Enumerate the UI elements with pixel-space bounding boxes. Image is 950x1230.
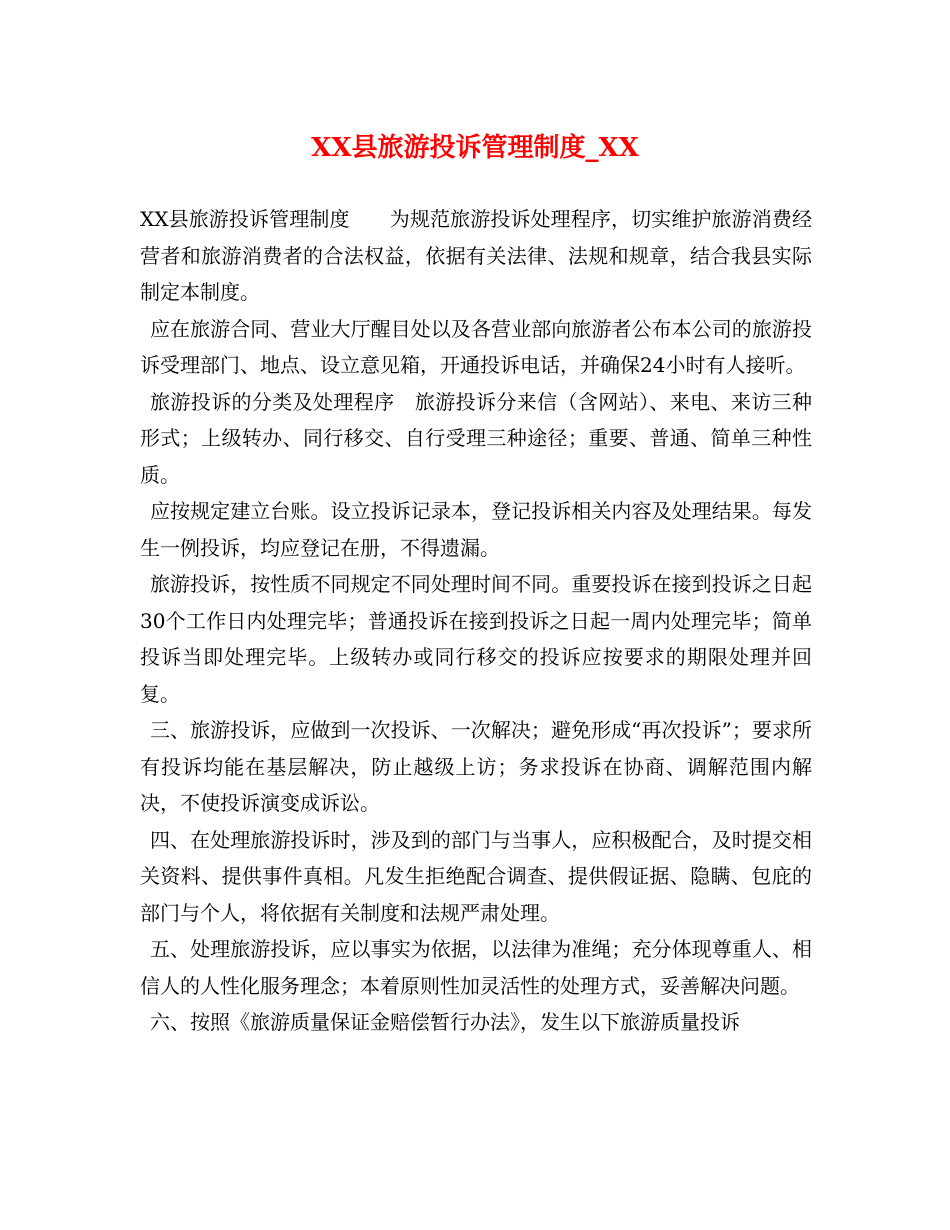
paragraph-time-limits: 旅游投诉，按性质不同规定不同处理时间不同。重要投诉在接到投诉之日起30个工作日内处理完毕；普通投诉在接到投诉之日起一周内处理完毕；简单投诉当即处理完毕。上级转办或同行移交的投诉应按要求的期限处理并回复。 [140, 572, 812, 706]
paragraph-intro: XX县旅游投诉管理制度 为规范旅游投诉处理程序，切实维护旅游消费经营者和旅游消费者的合法权益，依据有关法律、法规和规章，结合我县实际制定本制度。 [140, 207, 812, 304]
document-body [140, 201, 812, 1041]
paragraph-classification: 旅游投诉的分类及处理程序 旅游投诉分来信（含网站）、来电、来访三种形式；上级转办、同行移交、自行受理三种途径；重要、普通、简单三种性质。 [140, 389, 812, 487]
paragraph-section-six: 六、按照《旅游质量保证金赔偿暂行办法》，发生以下旅游质量投诉 [150, 1010, 740, 1034]
paragraph-section-three: 三、旅游投诉，应做到一次投诉、一次解决；避免形成“再次投诉”；要求所有投诉均能在基层解决，防止越级上访；务求投诉在协商、调解范围内解决，不使投诉演变成诉讼。 [140, 718, 812, 815]
paragraph-section-five: 五、处理旅游投诉，应以事实为依据，以法律为准绳；充分体现尊重人、相信人的人性化服务理念；本着原则性加灵活性的处理方式，妥善解决问题。 [140, 937, 812, 998]
paragraph-ledger: 应按规定建立台账。设立投诉记录本，登记投诉相关内容及处理结果。每发生一例投诉，均应登记在册，不得遗漏。 [140, 499, 812, 560]
paragraph-section-four: 四、在处理旅游投诉时，涉及到的部门与当事人，应积极配合，及时提交相关资料、提供事件真相。凡发生拒绝配合调查、提供假证据、隐瞒、包庇的部门与个人，将依据有关制度和法规严肃处理。 [140, 827, 812, 925]
paragraph-publicity: 应在旅游合同、营业大厅醒目处以及各营业部向旅游者公布本公司的旅游投诉受理部门、地点、设立意见箱，开通投诉电话，并确保24小时有人接听。 [140, 316, 812, 377]
document-title: XX县旅游投诉管理制度_XX [311, 133, 639, 163]
